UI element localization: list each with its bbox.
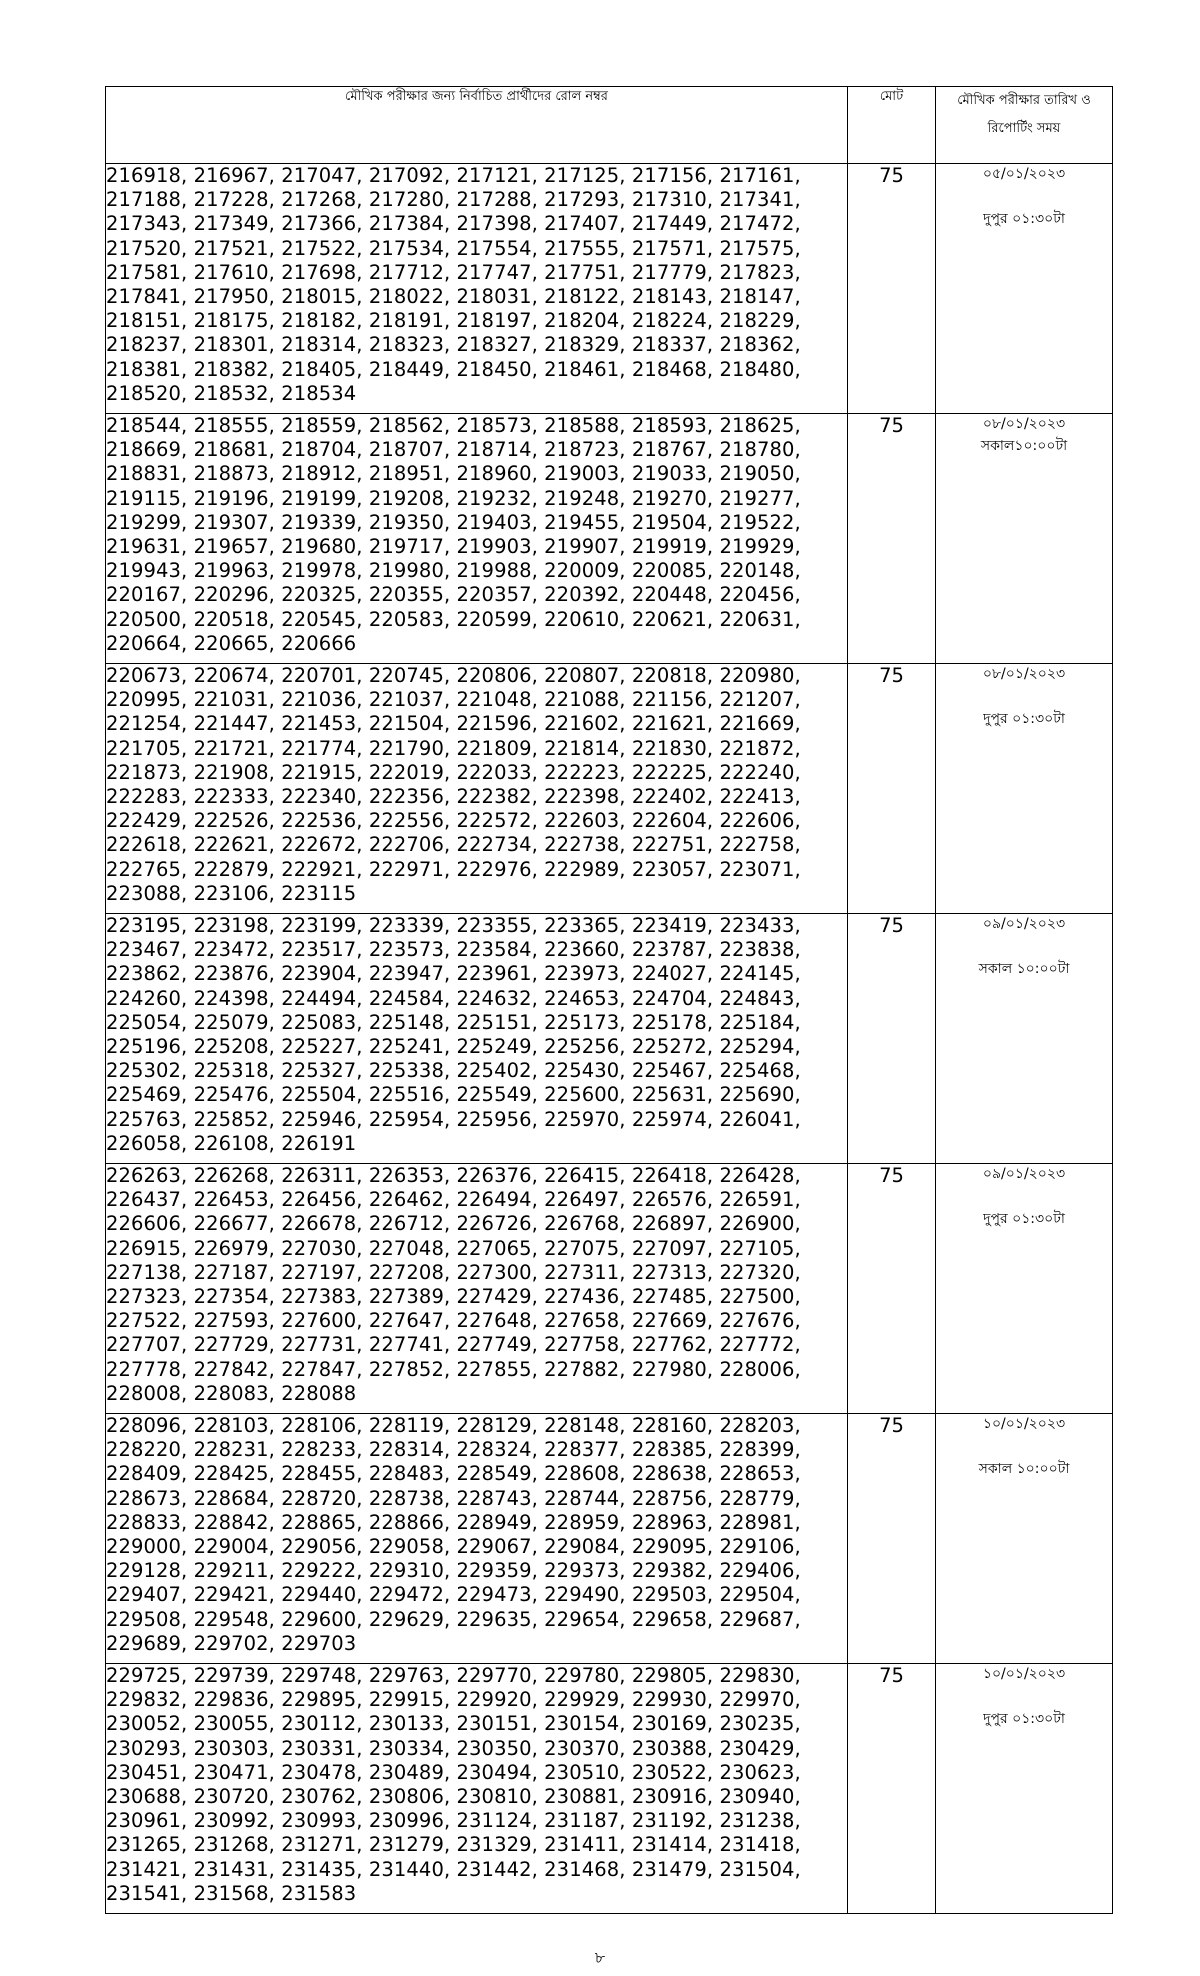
- schedule-cell: [936, 414, 1113, 664]
- schedule-cell: [936, 1164, 1113, 1414]
- reporting-time: দুপুর ০১:৩০টা: [983, 1211, 1065, 1227]
- total-cell: 75: [848, 914, 936, 1164]
- roll-numbers: 228096, 228103, 228106, 228119, 228129, 228148, 228160, 228203, 228220, 228231, 228233, 228314, 228324, 228377, 228385, 228399, 228409, 228425, 228455, 228483, 228549, 228608, 228638, 228653, 228673, 228684, 228720, 228738, 228743, 228744, 228756, 228779, 228833, 228842, 228865, 228866, 228949, 228959, 228963, 228981, 229000, 229004, 229056, 229058, 229067, 229084, 229095, 229106, 229128, 229211, 229222, 229310, 229359, 229373, 229382, 229406, 229407, 229421, 229440, 229472, 229473, 229490, 229503, 229504, 229508, 229548, 229600, 229629, 229635, 229654, 229658, 229687, 229689, 229702, 229703: [106, 1414, 801, 1655]
- viva-date: ০৯/০১/২০২৩: [982, 1166, 1066, 1182]
- viva-date: ০৯/০১/২০২৩: [982, 916, 1066, 932]
- table-row: [106, 1414, 1113, 1664]
- header-date-line1: মৌখিক পরীক্ষার তারিখ ও: [957, 93, 1091, 108]
- table-row: [106, 664, 1113, 914]
- roll-numbers-cell: [106, 414, 848, 664]
- table-header-row: [106, 87, 1113, 164]
- total-cell: 75: [848, 1664, 936, 1914]
- roll-numbers: 220673, 220674, 220701, 220745, 220806, 220807, 220818, 220980, 220995, 221031, 221036, 221037, 221048, 221088, 221156, 221207, 221254, 221447, 221453, 221504, 221596, 221602, 221621, 221669, 221705, 221721, 221774, 221790, 221809, 221814, 221830, 221872, 221873, 221908, 221915, 222019, 222033, 222223, 222225, 222240, 222283, 222333, 222340, 222356, 222382, 222398, 222402, 222413, 222429, 222526, 222536, 222556, 222572, 222603, 222604, 222606, 222618, 222621, 222672, 222706, 222734, 222738, 222751, 222758, 222765, 222879, 222921, 222971, 222976, 222989, 223057, 223071, 223088, 223106, 223115: [106, 664, 801, 905]
- total-cell: 75: [848, 1164, 936, 1414]
- viva-date: ১০/০১/২০২৩: [982, 1416, 1066, 1432]
- reporting-time: দুপুর ০১:৩০টা: [983, 711, 1065, 727]
- roll-numbers: 229725, 229739, 229748, 229763, 229770, 229780, 229805, 229830, 229832, 229836, 229895, 229915, 229920, 229929, 229930, 229970, 230052, 230055, 230112, 230133, 230151, 230154, 230169, 230235, 230293, 230303, 230331, 230334, 230350, 230370, 230388, 230429, 230451, 230471, 230478, 230489, 230494, 230510, 230522, 230623, 230688, 230720, 230762, 230806, 230810, 230881, 230916, 230940, 230961, 230992, 230993, 230996, 231124, 231187, 231192, 231238, 231265, 231268, 231271, 231279, 231329, 231411, 231414, 231418, 231421, 231431, 231435, 231440, 231442, 231468, 231479, 231504, 231541, 231568, 231583: [106, 1664, 801, 1905]
- reporting-time: সকাল ১০:০০টা: [978, 961, 1070, 977]
- schedule-cell: [936, 914, 1113, 1164]
- roll-numbers-cell: [106, 1164, 848, 1414]
- roll-numbers: 226263, 226268, 226311, 226353, 226376, 226415, 226418, 226428, 226437, 226453, 226456, 226462, 226494, 226497, 226576, 226591, 226606, 226677, 226678, 226712, 226726, 226768, 226897, 226900, 226915, 226979, 227030, 227048, 227065, 227075, 227097, 227105, 227138, 227187, 227197, 227208, 227300, 227311, 227313, 227320, 227323, 227354, 227383, 227389, 227429, 227436, 227485, 227500, 227522, 227593, 227600, 227647, 227648, 227658, 227669, 227676, 227707, 227729, 227731, 227741, 227749, 227758, 227762, 227772, 227778, 227842, 227847, 227852, 227855, 227882, 227980, 228006, 228008, 228083, 228088: [106, 1164, 801, 1405]
- table-row: [106, 164, 1113, 414]
- reporting-time: সকাল ১০:০০টা: [978, 1461, 1070, 1477]
- header-date-time: [936, 87, 1113, 164]
- roll-numbers: 216918, 216967, 217047, 217092, 217121, 217125, 217156, 217161, 217188, 217228, 217268, 217280, 217288, 217293, 217310, 217341, 217343, 217349, 217366, 217384, 217398, 217407, 217449, 217472, 217520, 217521, 217522, 217534, 217554, 217555, 217571, 217575, 217581, 217610, 217698, 217712, 217747, 217751, 217779, 217823, 217841, 217950, 218015, 218022, 218031, 218122, 218143, 218147, 218151, 218175, 218182, 218191, 218197, 218204, 218224, 218229, 218237, 218301, 218314, 218323, 218327, 218329, 218337, 218362, 218381, 218382, 218405, 218449, 218450, 218461, 218468, 218480, 218520, 218532, 218534: [106, 164, 801, 405]
- viva-date: ০৫/০১/২০২৩: [982, 166, 1066, 182]
- total-cell: 75: [848, 1414, 936, 1664]
- table-row: [106, 414, 1113, 664]
- viva-date: ০৮/০১/২০২৩: [982, 666, 1066, 682]
- header-total: মোট: [848, 87, 936, 164]
- reporting-time: দুপুর ০১:৩০টা: [983, 211, 1065, 227]
- roll-numbers-cell: [106, 664, 848, 914]
- viva-date: ১০/০১/২০২৩: [982, 1666, 1066, 1682]
- table-row: [106, 1664, 1113, 1914]
- total-cell: 75: [848, 664, 936, 914]
- roll-numbers: 223195, 223198, 223199, 223339, 223355, 223365, 223419, 223433, 223467, 223472, 223517, 223573, 223584, 223660, 223787, 223838, 223862, 223876, 223904, 223947, 223961, 223973, 224027, 224145, 224260, 224398, 224494, 224584, 224632, 224653, 224704, 224843, 225054, 225079, 225083, 225148, 225151, 225173, 225178, 225184, 225196, 225208, 225227, 225241, 225249, 225256, 225272, 225294, 225302, 225318, 225327, 225338, 225402, 225430, 225467, 225468, 225469, 225476, 225504, 225516, 225549, 225600, 225631, 225690, 225763, 225852, 225946, 225954, 225956, 225970, 225974, 226041, 226058, 226108, 226191: [106, 914, 801, 1155]
- roll-numbers-cell: [106, 914, 848, 1164]
- roll-numbers-cell: [106, 164, 848, 414]
- schedule-cell: [936, 664, 1113, 914]
- total-cell: 75: [848, 414, 936, 664]
- reporting-time: দুপুর ০১:৩০টা: [983, 1711, 1065, 1727]
- page-number: ৮: [594, 1948, 606, 1967]
- viva-schedule-table: [105, 86, 1113, 1914]
- schedule-cell: [936, 1664, 1113, 1914]
- table-row: [106, 1164, 1113, 1414]
- table-row: [106, 914, 1113, 1164]
- reporting-time: সকাল১০:০০টা: [980, 438, 1068, 454]
- total-cell: 75: [848, 164, 936, 414]
- schedule-cell: [936, 1414, 1113, 1664]
- roll-numbers: 218544, 218555, 218559, 218562, 218573, 218588, 218593, 218625, 218669, 218681, 218704, 218707, 218714, 218723, 218767, 218780, 218831, 218873, 218912, 218951, 218960, 219003, 219033, 219050, 219115, 219196, 219199, 219208, 219232, 219248, 219270, 219277, 219299, 219307, 219339, 219350, 219403, 219455, 219504, 219522, 219631, 219657, 219680, 219717, 219903, 219907, 219919, 219929, 219943, 219963, 219978, 219980, 219988, 220009, 220085, 220148, 220167, 220296, 220325, 220355, 220357, 220392, 220448, 220456, 220500, 220518, 220545, 220583, 220599, 220610, 220621, 220631, 220664, 220665, 220666: [106, 414, 801, 655]
- roll-numbers-cell: [106, 1414, 848, 1664]
- header-roll-numbers: মৌখিক পরীক্ষার জন্য নির্বাচিত প্রার্থীদের রোল নম্বর: [106, 87, 848, 164]
- viva-date: ০৮/০১/২০২৩: [982, 416, 1066, 432]
- schedule-cell: [936, 164, 1113, 414]
- header-date-line2: রিপোর্টিং সময়: [987, 121, 1061, 136]
- roll-numbers-cell: [106, 1664, 848, 1914]
